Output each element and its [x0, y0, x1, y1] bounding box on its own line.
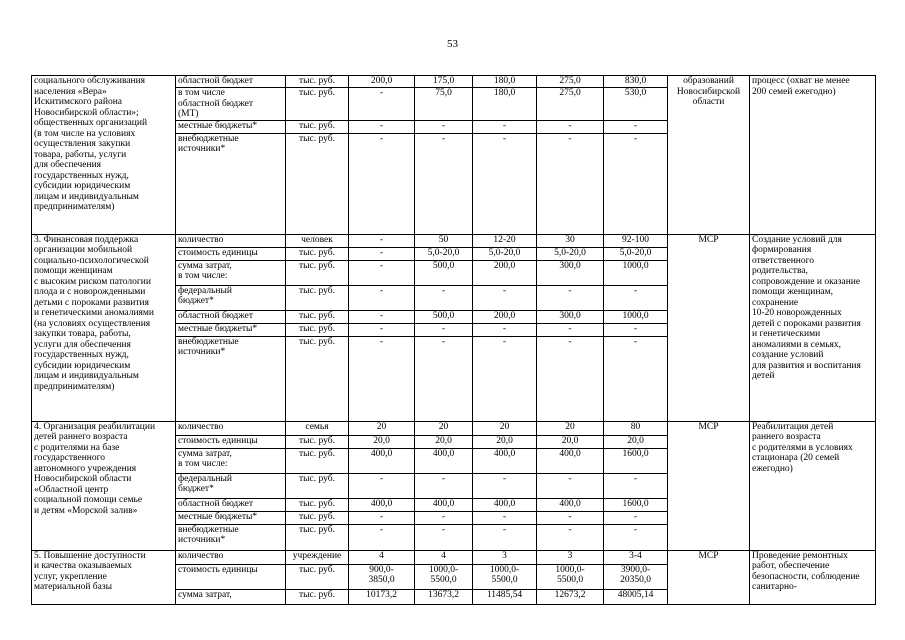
page-number: 53	[447, 38, 458, 50]
value-cell: -	[349, 88, 415, 121]
value-cell: 20,0	[537, 435, 604, 448]
value-cell: 5,0-20,0	[473, 247, 537, 260]
value-cell: 1000,0- 5500,0	[415, 564, 473, 589]
value-cell: 20	[473, 421, 537, 435]
value-cell: 400,0	[415, 448, 473, 473]
expected-result: Реабилитация детей раннего возраста с родителями в условиях стационара (20 семей ежегодно)	[750, 421, 876, 550]
indicator-name: сумма затрат,	[176, 589, 286, 604]
table-row	[32, 234, 876, 247]
unit: человек	[286, 234, 349, 247]
value-cell: 20,0	[473, 435, 537, 448]
unit: тыс. руб.	[286, 448, 349, 473]
value-cell: -	[349, 120, 415, 133]
value-cell: 3900,0- 20350,0	[604, 564, 668, 589]
value-cell: -	[415, 511, 473, 524]
value-cell: 20	[415, 421, 473, 435]
indicator-name: федеральный бюджет*	[176, 473, 286, 498]
activity-name: 3. Финансовая поддержка организации мобильной социально-психологической помощи женщинам с высоким риском патологии плода и с новорожденными детьми с пороками развития и генетическими аномалиями (на условиях осуществления закупки товара, работы, услуги для обеспечения государственных нужд, субсидии юридическим лицам и индивидуальным предпринимателям)	[32, 234, 176, 421]
expected-result: Создание условий для формирования ответственного родительства, сопровождение и оказание помощи женщинам, сохранение 10-20 новорожденных детей с пороками развития и генетическими аномалиями в семьях, создание условий для развития и воспитания детей	[750, 234, 876, 421]
indicator-name: стоимость единицы	[176, 435, 286, 448]
value-cell: 180,0	[473, 76, 537, 88]
unit: тыс. руб.	[286, 310, 349, 323]
value-cell: 20,0	[415, 435, 473, 448]
indicator-name: внебюджетные источники*	[176, 133, 286, 234]
executor: МСР	[668, 550, 750, 604]
value-cell: 275,0	[537, 88, 604, 121]
indicator-name: областной бюджет	[176, 310, 286, 323]
value-cell: 5,0-20,0	[537, 247, 604, 260]
value-cell: -	[473, 336, 537, 421]
unit: учреждение	[286, 550, 349, 564]
unit: тыс. руб.	[286, 120, 349, 133]
value-cell: 5,0-20,0	[604, 247, 668, 260]
expected-result: процесс (охват не менее 200 семей ежегодно)	[750, 76, 876, 235]
table-body	[32, 76, 876, 605]
value-cell: -	[473, 285, 537, 310]
value-cell: -	[604, 336, 668, 421]
indicator-name: федеральный бюджет*	[176, 285, 286, 310]
value-cell: 13673,2	[415, 589, 473, 604]
value-cell: 5,0-20,0	[415, 247, 473, 260]
unit: тыс. руб.	[286, 435, 349, 448]
value-cell: 500,0	[415, 260, 473, 285]
value-cell: 400,0	[349, 448, 415, 473]
unit: тыс. руб.	[286, 498, 349, 511]
value-cell: -	[349, 336, 415, 421]
value-cell: 400,0	[537, 448, 604, 473]
value-cell: -	[537, 285, 604, 310]
table-row	[32, 421, 876, 435]
value-cell: 830,0	[604, 76, 668, 88]
unit: тыс. руб.	[286, 88, 349, 121]
value-cell: -	[349, 247, 415, 260]
value-cell: 20,0	[604, 435, 668, 448]
value-cell: -	[604, 473, 668, 498]
table-row	[32, 76, 876, 88]
value-cell: 80	[604, 421, 668, 435]
value-cell: 3	[537, 550, 604, 564]
activity-name: 5. Повышение доступности и качества оказываемых услуг, укрепление материальной базы	[32, 550, 176, 604]
executor: МСР	[668, 234, 750, 421]
value-cell: 500,0	[415, 310, 473, 323]
unit: тыс. руб.	[286, 133, 349, 234]
indicator-name: сумма затрат, в том числе:	[176, 260, 286, 285]
value-cell: 175,0	[415, 76, 473, 88]
value-cell: 20	[349, 421, 415, 435]
value-cell: -	[349, 511, 415, 524]
value-cell: -	[415, 336, 473, 421]
value-cell: 11485,54	[473, 589, 537, 604]
value-cell: -	[604, 511, 668, 524]
value-cell: -	[415, 285, 473, 310]
indicator-name: областной бюджет	[176, 76, 286, 88]
value-cell: 400,0	[537, 498, 604, 511]
value-cell: 1000,0	[604, 260, 668, 285]
value-cell: 530,0	[604, 88, 668, 121]
value-cell: -	[604, 285, 668, 310]
value-cell: -	[349, 285, 415, 310]
indicator-name: местные бюджеты*	[176, 511, 286, 524]
value-cell: 180,0	[473, 88, 537, 121]
value-cell: 400,0	[473, 498, 537, 511]
value-cell: 1000,0	[604, 310, 668, 323]
value-cell: -	[537, 133, 604, 234]
value-cell: 92-100	[604, 234, 668, 247]
value-cell: -	[473, 511, 537, 524]
indicator-name: количество	[176, 234, 286, 247]
value-cell: 300,0	[537, 260, 604, 285]
value-cell: 30	[537, 234, 604, 247]
indicator-name: областной бюджет	[176, 498, 286, 511]
value-cell: 20	[537, 421, 604, 435]
indicator-name: сумма затрат, в том числе:	[176, 448, 286, 473]
unit: тыс. руб.	[286, 524, 349, 550]
table-row	[32, 550, 876, 564]
unit: тыс. руб.	[286, 564, 349, 589]
value-cell: -	[537, 511, 604, 524]
value-cell: 200,0	[349, 76, 415, 88]
indicator-name: количество	[176, 550, 286, 564]
value-cell: -	[349, 260, 415, 285]
value-cell: 1000,0- 5500,0	[473, 564, 537, 589]
executor: МСР	[668, 421, 750, 550]
value-cell: 20,0	[349, 435, 415, 448]
value-cell: -	[604, 120, 668, 133]
program-table	[31, 75, 876, 605]
indicator-name: стоимость единицы	[176, 247, 286, 260]
value-cell: -	[604, 524, 668, 550]
indicator-name: в том числе областной бюджет (МТ)	[176, 88, 286, 121]
value-cell: 12673,2	[537, 589, 604, 604]
value-cell: 300,0	[537, 310, 604, 323]
unit: тыс. руб.	[286, 336, 349, 421]
value-cell: 400,0	[415, 498, 473, 511]
value-cell: -	[537, 473, 604, 498]
value-cell: 4	[349, 550, 415, 564]
value-cell: 1000,0- 5500,0	[537, 564, 604, 589]
unit: семья	[286, 421, 349, 435]
value-cell: -	[349, 473, 415, 498]
value-cell: -	[349, 234, 415, 247]
value-cell: 3-4	[604, 550, 668, 564]
unit: тыс. руб.	[286, 473, 349, 498]
value-cell: -	[604, 323, 668, 336]
activity-name: социального обслуживания населения «Вера» Искитимского района Новосибирской области»; общественных организаций (в том числе на условиях осуществления закупки товара, работы, услуги для обеспечения государственных нужд, субсидии юридическим лицам и индивидуальным предпринимателям)	[32, 76, 176, 235]
value-cell: -	[415, 473, 473, 498]
value-cell: -	[415, 120, 473, 133]
value-cell: 1600,0	[604, 498, 668, 511]
value-cell: 200,0	[473, 310, 537, 323]
unit: тыс. руб.	[286, 285, 349, 310]
value-cell: -	[537, 336, 604, 421]
value-cell: -	[537, 120, 604, 133]
value-cell: 4	[415, 550, 473, 564]
value-cell: 48005,14	[604, 589, 668, 604]
indicator-name: внебюджетные источники*	[176, 336, 286, 421]
executor: образований Новосибирской области	[668, 76, 750, 235]
unit: тыс. руб.	[286, 589, 349, 604]
value-cell: 200,0	[473, 260, 537, 285]
indicator-name: стоимость единицы	[176, 564, 286, 589]
value-cell: -	[473, 323, 537, 336]
value-cell: -	[349, 133, 415, 234]
value-cell: -	[473, 524, 537, 550]
value-cell: -	[537, 524, 604, 550]
value-cell: 12-20	[473, 234, 537, 247]
value-cell: -	[415, 133, 473, 234]
value-cell: 400,0	[473, 448, 537, 473]
value-cell: 10173,2	[349, 589, 415, 604]
value-cell: 1600,0	[604, 448, 668, 473]
value-cell: -	[473, 120, 537, 133]
value-cell: -	[349, 524, 415, 550]
value-cell: 900,0- 3850,0	[349, 564, 415, 589]
indicator-name: количество	[176, 421, 286, 435]
indicator-name: местные бюджеты*	[176, 120, 286, 133]
value-cell: 400,0	[349, 498, 415, 511]
value-cell: 275,0	[537, 76, 604, 88]
unit: тыс. руб.	[286, 260, 349, 285]
value-cell: -	[415, 323, 473, 336]
value-cell: -	[415, 524, 473, 550]
value-cell: 75,0	[415, 88, 473, 121]
activity-name: 4. Организация реабилитации детей раннего возраста с родителями на базе государственного автономного учреждения Новосибирской области «Областной центр социальной помощи семье и детям «Морской залив»	[32, 421, 176, 550]
indicator-name: местные бюджеты*	[176, 323, 286, 336]
unit: тыс. руб.	[286, 323, 349, 336]
unit: тыс. руб.	[286, 511, 349, 524]
value-cell: -	[604, 133, 668, 234]
value-cell: -	[349, 310, 415, 323]
expected-result: Проведение ремонтных работ, обеспечение безопасности, соблюдение санитарно-	[750, 550, 876, 604]
value-cell: 50	[415, 234, 473, 247]
unit: тыс. руб.	[286, 247, 349, 260]
value-cell: -	[473, 133, 537, 234]
value-cell: -	[349, 323, 415, 336]
value-cell: -	[537, 323, 604, 336]
indicator-name: внебюджетные источники*	[176, 524, 286, 550]
unit: тыс. руб.	[286, 76, 349, 88]
value-cell: 3	[473, 550, 537, 564]
value-cell: -	[473, 473, 537, 498]
